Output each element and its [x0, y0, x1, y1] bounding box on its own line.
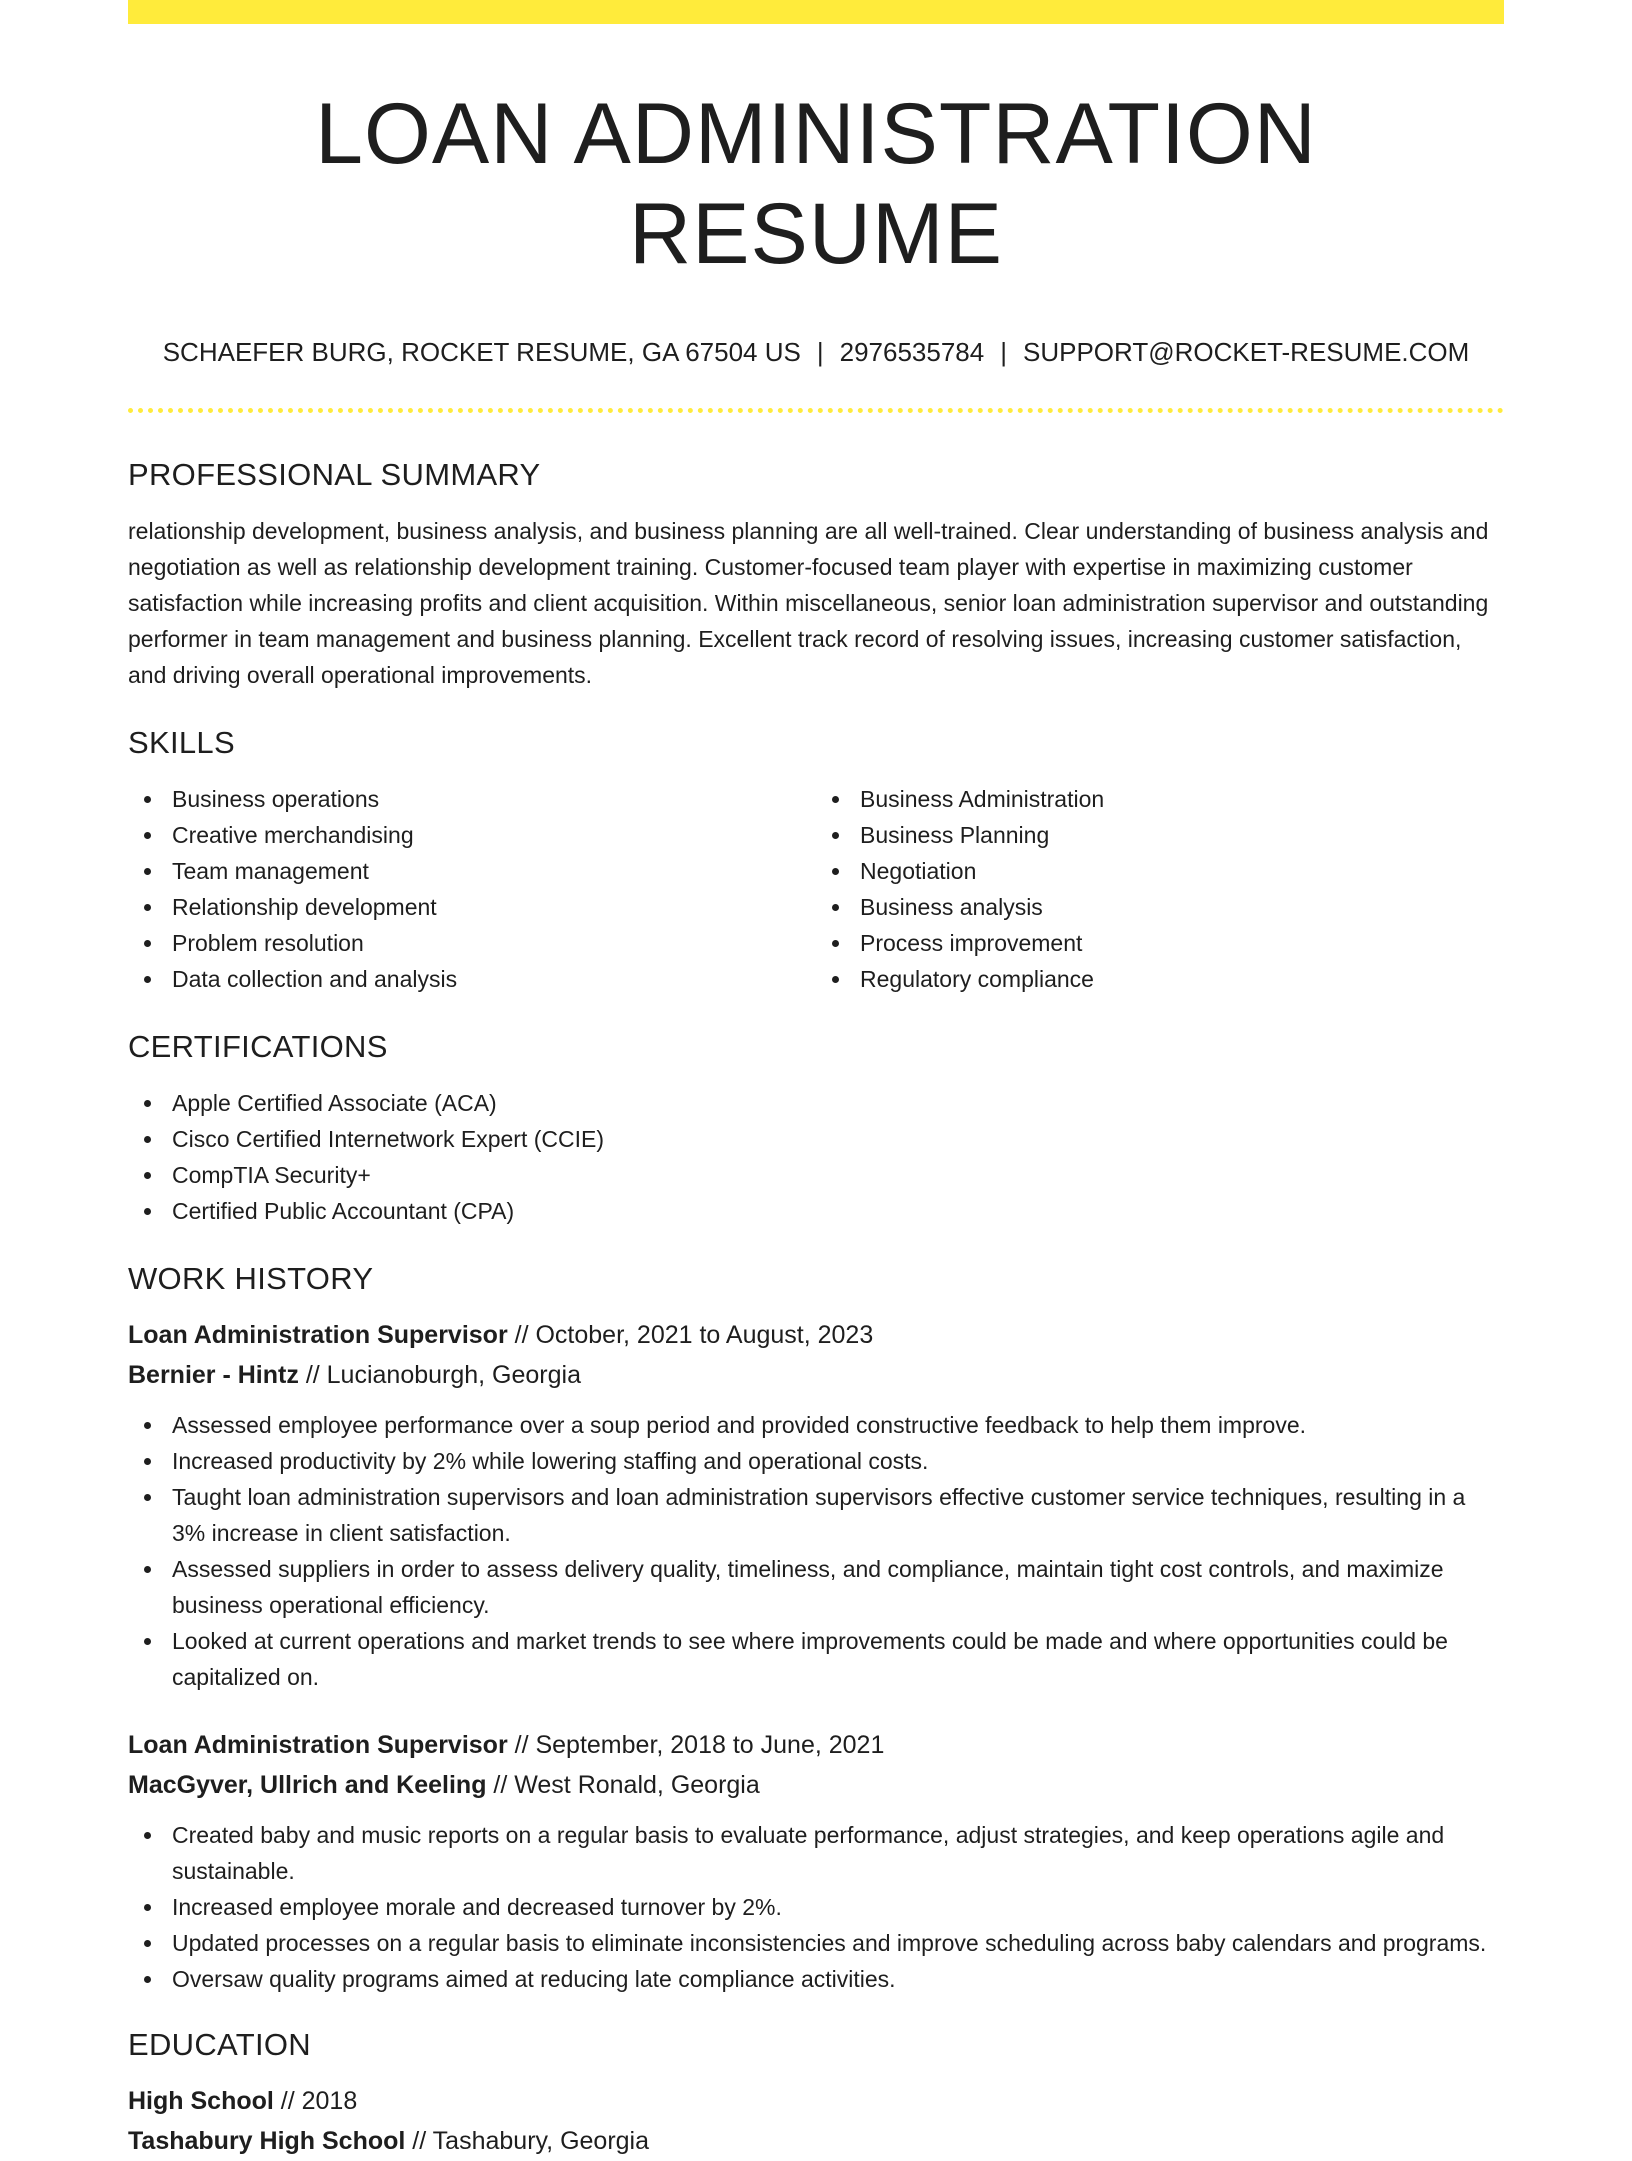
skill-item: Relationship development: [128, 889, 816, 925]
job-bullet: Updated processes on a regular basis to eliminate inconsistencies and improve scheduling across baby calendars and programs.: [128, 1925, 1504, 1961]
contact-separator: |: [816, 337, 824, 367]
job-bullet: Increased productivity by 2% while lowering staffing and operational costs.: [128, 1443, 1504, 1479]
job-dates: // October, 2021 to August, 2023: [514, 1321, 874, 1349]
certification-item: Cisco Certified Internetwork Expert (CCIE): [128, 1121, 1504, 1157]
certifications-heading: CERTIFICATIONS: [128, 1029, 388, 1064]
skills-list: [128, 781, 1504, 997]
header-divider: [128, 408, 1504, 413]
certification-item: CompTIA Security+: [128, 1157, 1504, 1193]
contact-info: [128, 334, 1504, 370]
summary-text: relationship development, business analysis, and business planning are all well-trained. Clear understanding of business analysis and negotiation as well as relationship development training. Customer-focused team player with expertise in maximizing customer satisfaction while increasing profits and client acquisition. Within miscellaneous, senior loan administration supervisor and outstanding performer in team management and business planning. Excellent track record of resolving issues, increasing customer satisfaction, and driving overall operational improvements.: [128, 518, 1489, 688]
job-location: // West Ronald, Georgia: [493, 1771, 760, 1799]
skill-item: Regulatory compliance: [816, 961, 1504, 997]
skills-heading: SKILLS: [128, 725, 235, 760]
job-bullets: [128, 1817, 1504, 1997]
accent-top-bar: [128, 0, 1504, 24]
job-company: MacGyver, Ullrich and Keeling: [128, 1771, 487, 1799]
skill-item: Creative merchandising: [128, 817, 816, 853]
education-school-line: [128, 2121, 1504, 2161]
job-bullet: Oversaw quality programs aimed at reducing late compliance activities.: [128, 1961, 1504, 1997]
education-degree-line: [128, 2081, 1504, 2121]
education-heading: EDUCATION: [128, 2027, 311, 2062]
job-bullet: Assessed suppliers in order to assess delivery quality, timeliness, and compliance, maintain tight cost controls, and maximize business operational efficiency.: [128, 1551, 1504, 1623]
skills-column-left: [128, 781, 816, 997]
contact-email: SUPPORT@ROCKET-RESUME.COM: [1023, 337, 1470, 367]
summary-heading: PROFESSIONAL SUMMARY: [128, 457, 541, 492]
skill-item: Business operations: [128, 781, 816, 817]
job-bullet: Assessed employee performance over a soup period and provided constructive feedback to help them improve.: [128, 1407, 1504, 1443]
job-bullet: Taught loan administration supervisors and loan administration supervisors effective customer service techniques, resulting in a 3% increase in client satisfaction.: [128, 1479, 1504, 1551]
job-title-line: [128, 1315, 1504, 1355]
skill-item: Process improvement: [816, 925, 1504, 961]
certification-item: Apple Certified Associate (ACA): [128, 1085, 1504, 1121]
job-bullets: [128, 1407, 1504, 1695]
skill-item: Business Planning: [816, 817, 1504, 853]
work-history-heading: WORK HISTORY: [128, 1261, 374, 1296]
certifications-list: [128, 1085, 1504, 1229]
education-degree: High School: [128, 2087, 274, 2115]
contact-phone: 2976535784: [839, 337, 985, 367]
education-year: // 2018: [280, 2087, 358, 2115]
job-company: Bernier - Hintz: [128, 1361, 299, 1389]
job-title: Loan Administration Supervisor: [128, 1321, 508, 1349]
job-company-line: [128, 1765, 1504, 1805]
certification-item: Certified Public Accountant (CPA): [128, 1193, 1504, 1229]
contact-separator: |: [1000, 337, 1007, 367]
job-company-line: [128, 1355, 1504, 1395]
skill-item: Business Administration: [816, 781, 1504, 817]
contact-address: SCHAEFER BURG, ROCKET RESUME, GA 67504 US: [162, 337, 801, 367]
job-bullet: Created baby and music reports on a regular basis to evaluate performance, adjust strategies, and keep operations agile and sustainable.: [128, 1817, 1504, 1889]
job-bullet: Increased employee morale and decreased turnover by 2%.: [128, 1889, 1504, 1925]
skill-item: Team management: [128, 853, 816, 889]
page-title: LOAN ADMINISTRATION RESUME: [315, 86, 1317, 282]
job-dates: // September, 2018 to June, 2021: [514, 1731, 885, 1759]
job-title: Loan Administration Supervisor: [128, 1731, 508, 1759]
skills-column-right: [816, 781, 1504, 997]
skill-item: Data collection and analysis: [128, 961, 816, 997]
skill-item: Business analysis: [816, 889, 1504, 925]
job-title-line: [128, 1725, 1504, 1765]
job-bullet: Looked at current operations and market trends to see where improvements could be made and where opportunities could be capitalized on.: [128, 1623, 1504, 1695]
skill-item: Negotiation: [816, 853, 1504, 889]
education-location: // Tashabury, Georgia: [412, 2127, 650, 2155]
education-school: Tashabury High School: [128, 2127, 406, 2155]
job-location: // Lucianoburgh, Georgia: [305, 1361, 581, 1389]
resume-page: [128, 0, 1504, 2161]
skill-item: Problem resolution: [128, 925, 816, 961]
